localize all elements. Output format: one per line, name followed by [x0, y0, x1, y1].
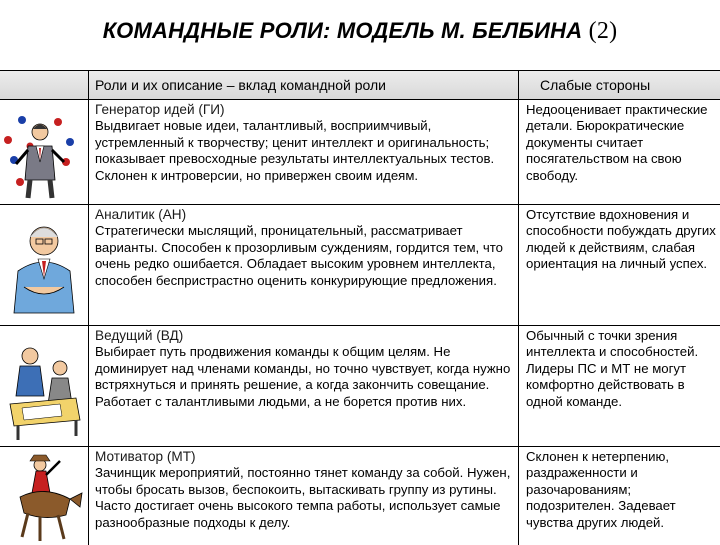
cell-divider-left — [88, 100, 89, 204]
role-description — [95, 449, 513, 531]
cell-divider — [518, 100, 519, 204]
cell-divider-left — [88, 447, 89, 545]
thinker-icon — [0, 205, 90, 325]
role-text: Стратегически мыслящий, проницательный, рассматривает варианты. Способен к прозорливым суждениям, гордится тем, что очень редко ошибается. Обладает высоким уровнем интеллекта, способен беспристрастно оценить конкурирующие предложения. — [95, 223, 503, 288]
cell-divider — [518, 447, 519, 545]
title-text: КОМАНДНЫЕ РОЛИ: МОДЕЛЬ М. БЕЛБИНА — [102, 18, 583, 43]
role-name: Аналитик (АН) — [95, 207, 187, 222]
role-text: Выбирает путь продвижения команды к общим целям. Не доминирует над членами команды, но точно чувствует, когда нужно встряхнуться и принять решение, а когда закончить совещание. Работает с талантливыми людьми, а не борется против них. — [95, 344, 511, 409]
header-weaknesses: Слабые стороны — [540, 77, 651, 93]
role-description — [95, 102, 513, 184]
role-text: Зачинщик мероприятий, постоянно тянет команду за собой. Нужен, чтобы бросать вызов, беспокоить, вытаскивать группу из рутины. Часто достигает очень высокого темпа работы, использует самые разнообразные подходы к делу. — [95, 465, 511, 530]
role-name: Мотиватор (МТ) — [95, 449, 196, 464]
header-divider-left — [88, 71, 89, 99]
table-row — [0, 447, 720, 545]
cell-divider — [518, 205, 519, 325]
rodeo-rider-icon — [0, 447, 90, 545]
roles-table — [0, 70, 720, 545]
cell-divider — [518, 326, 519, 446]
role-weakness: Недооценивает практические детали. Бюрократические документы считает посягательством на свою свободу. — [526, 102, 708, 183]
table-row — [0, 205, 720, 326]
role-weakness: Обычный с точки зрения интеллекта и способностей. Лидеры ПС и МТ не могут комфортно действовать в одной команде. — [526, 328, 699, 409]
role-description — [95, 328, 513, 410]
role-description — [95, 207, 513, 289]
role-weakness: Склонен к нетерпению, раздраженности и разочарованиям; подозрителен. Задевает чувства других людей. — [526, 449, 676, 530]
table-row — [0, 100, 720, 205]
role-text: Выдвигает новые идеи, талантливый, восприимчивый, устремленный к творчеству; ценит интеллект и оригинальность; показывает превосходные результаты интеллектуальных тестов. Склонен к интроверсии, но привержен своим идеям. — [95, 118, 495, 183]
title-number: (2) — [588, 18, 618, 44]
table-header — [0, 71, 720, 100]
header-roles: Роли и их описание – вклад командной роли — [95, 77, 386, 93]
page-title — [0, 18, 720, 45]
cell-divider-left — [88, 205, 89, 325]
cell-divider-left — [88, 326, 89, 446]
header-divider-right — [518, 71, 519, 99]
table-row — [0, 326, 720, 447]
role-name: Генератор идей (ГИ) — [95, 102, 225, 117]
role-name: Ведущий (ВД) — [95, 328, 184, 343]
meeting-icon — [0, 326, 90, 446]
juggler-icon — [0, 100, 90, 204]
role-weakness: Отсутствие вдохновения и способности побуждать других людей к действиям, слабая ориентация на личный успех. — [526, 207, 716, 272]
